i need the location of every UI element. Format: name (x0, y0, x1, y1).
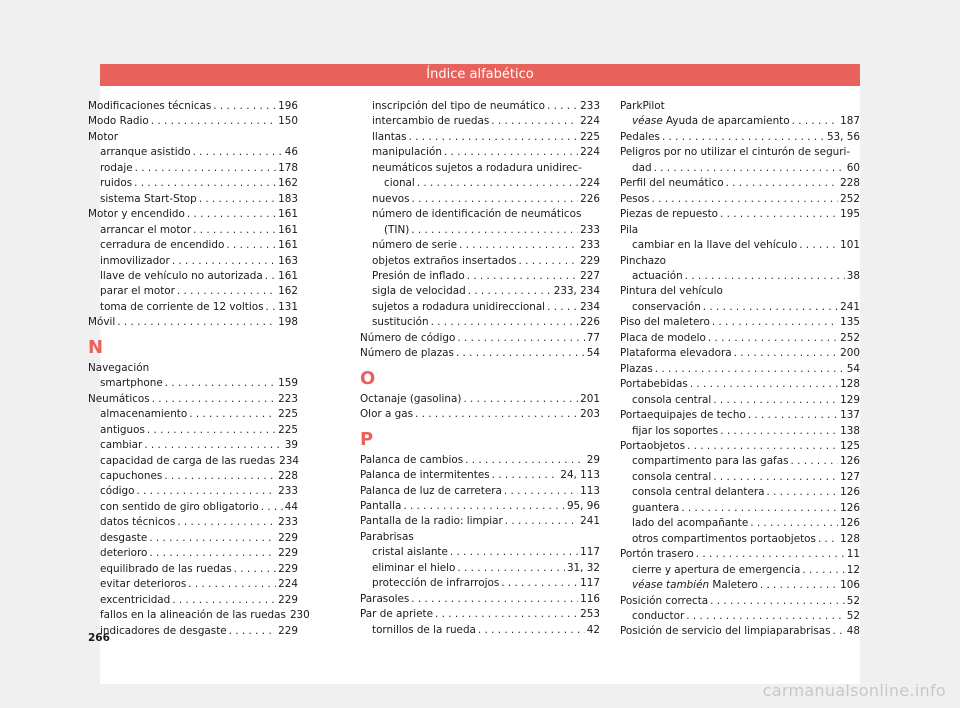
index-subentry: fallos en la alineación de las ruedas 230 (100, 609, 310, 622)
index-subentry: parar el motor . . . 162 (88, 284, 298, 299)
index-column-1 (88, 99, 310, 639)
index-subentry: datos técnicos . . . 233 (88, 515, 298, 530)
index-subentry: sujetos a rodadura unidireccional . . . 234 (360, 300, 600, 315)
index-subentry: sustitución . . . 226 (360, 315, 600, 330)
index-subentry: llave de vehículo no autorizada . . . 161 (88, 269, 298, 284)
index-heading: Parabrisas (360, 530, 414, 543)
index-see-also-reference: véase también Maletero . . . 106 (620, 578, 860, 593)
index-subentry: equilibrado de las ruedas . . . 229 (88, 562, 298, 577)
index-subentry: tornillos de la rueda . . . 42 (360, 623, 600, 638)
index-subentry: toma de corriente de 12 voltios . . . 131 (88, 300, 298, 315)
index-subentry: intercambio de ruedas . . . 224 (360, 114, 600, 129)
index-column-3 (620, 99, 860, 640)
index-see-reference: véase Ayuda de aparcamiento . . . 187 (620, 114, 860, 129)
index-entry: Piso del maletero . . . 135 (620, 315, 860, 330)
section-letter: N (88, 336, 104, 358)
index-subentry: smartphone . . . 159 (88, 376, 298, 391)
index-subentry: objetos extraños insertados . . . 229 (360, 254, 600, 269)
watermark: carmanualsonline.info (762, 681, 946, 700)
index-subentry: desgaste . . . 229 (88, 531, 298, 546)
index-entry-continuation: dad . . . 60 (620, 161, 860, 176)
section-letter: P (360, 428, 374, 450)
index-subentry-wrapped: número de identificación de neumáticos (372, 208, 582, 221)
index-heading: Pinchazo (620, 254, 666, 267)
index-subentry: número de serie . . . 233 (360, 238, 600, 253)
index-entry: Móvil . . . 198 (88, 315, 298, 330)
index-entry: Piezas de repuesto . . . 195 (620, 207, 860, 222)
index-subentry: cierre y apertura de emergencia . . . 12 (620, 563, 860, 578)
index-subentry: consola central delantera . . . 126 (620, 485, 860, 500)
index-subentry: indicadores de desgaste . . . 229 (88, 624, 298, 639)
index-subentry: sigla de velocidad . . . 233, 234 (360, 284, 600, 299)
index-subentry: cerradura de encendido . . . 161 (88, 238, 298, 253)
index-entry: Portaobjetos . . . 125 (620, 439, 860, 454)
index-subentry: cambiar en la llave del vehículo . . . 101 (620, 238, 860, 253)
index-subentry: Presión de inflado . . . 227 (360, 269, 600, 284)
index-subentry: otros compartimentos portaobjetos . . . 128 (620, 532, 860, 547)
index-entry: Plazas . . . 54 (620, 362, 860, 377)
index-entry: Parasoles . . . 116 (360, 592, 600, 607)
index-entry: Portón trasero . . . 11 (620, 547, 860, 562)
index-entry: Posición correcta . . . 52 (620, 594, 860, 609)
index-entry: Perfil del neumático . . . 228 (620, 176, 860, 191)
index-entry: Palanca de intermitentes . . . 24, 113 (360, 468, 600, 483)
index-subentry: arranque asistido . . . 46 (88, 145, 298, 160)
index-entry-wrapped: Peligros por no utilizar el cinturón de seguri- (620, 146, 851, 159)
index-subentry: sistema Start-Stop . . . 183 (88, 192, 298, 207)
index-subentry: conductor . . . 52 (620, 609, 860, 624)
index-entry: Portabebidas . . . 128 (620, 377, 860, 392)
index-entry: Palanca de cambios . . . 29 (360, 453, 600, 468)
index-entry: Portaequipajes de techo . . . 137 (620, 408, 860, 423)
index-entry: Motor y encendido . . . 161 (88, 207, 298, 222)
section-letter: O (360, 367, 376, 389)
index-subentry: nuevos . . . 226 (360, 192, 600, 207)
index-subentry-wrapped: neumáticos sujetos a rodadura unidirec- (372, 161, 582, 174)
index-heading: Pila (620, 223, 639, 236)
index-subentry: fijar los soportes . . . 138 (620, 424, 860, 439)
index-entry: Pedales . . . 53, 56 (620, 130, 860, 145)
index-subentry: eliminar el hielo . . . 31, 32 (360, 561, 600, 576)
index-entry: Neumáticos . . . 223 (88, 392, 298, 407)
index-subentry: consola central . . . 129 (620, 393, 860, 408)
index-entry: Modo Radio . . . 150 (88, 114, 298, 129)
page-number: 266 (88, 632, 110, 644)
see-also-label: véase también (632, 579, 710, 592)
index-entry: Posición de servicio del limpiaparabrisas . . . 48 (620, 624, 860, 639)
index-subentry: almacenamiento . . . 225 (88, 407, 298, 422)
index-entry: Octanaje (gasolina) . . . 201 (360, 392, 600, 407)
index-subentry: evitar deterioros . . . 224 (88, 577, 298, 592)
index-heading: ParkPilot (620, 100, 665, 112)
index-heading: Motor (88, 130, 119, 143)
index-subentry: guantera . . . 126 (620, 501, 860, 516)
index-subentry: cristal aislante . . . 117 (360, 545, 600, 560)
index-subentry: consola central . . . 127 (620, 470, 860, 485)
index-subentry: conservación . . . 241 (620, 300, 860, 315)
index-subentry: actuación . . . 38 (620, 269, 860, 284)
index-subentry: código . . . 233 (88, 484, 298, 499)
index-entry: Par de apriete . . . 253 (360, 607, 600, 622)
index-subentry-continuation: cional . . . 224 (360, 176, 600, 191)
page-title: Índice alfabético (100, 64, 860, 86)
index-entry: Número de código . . . 77 (360, 331, 600, 346)
index-subentry: con sentido de giro obligatorio . . . 44 (88, 500, 298, 515)
index-subentry: protección de infrarrojos . . . 117 (360, 576, 600, 591)
index-subentry: rodaje . . . 178 (88, 161, 298, 176)
index-subentry: arrancar el motor . . . 161 (88, 223, 298, 238)
index-subentry: capuchones . . . 228 (88, 469, 298, 484)
index-entry: Placa de modelo . . . 252 (620, 331, 860, 346)
see-label: véase (632, 115, 663, 128)
index-subentry: antiguos . . . 225 (88, 423, 298, 438)
index-column-2 (360, 99, 600, 638)
index-entry: Plataforma elevadora . . . 200 (620, 346, 860, 361)
index-entry: Olor a gas . . . 203 (360, 407, 600, 422)
index-entry: Palanca de luz de carretera . . . 113 (360, 484, 600, 499)
index-subentry: cambiar . . . 39 (88, 438, 298, 453)
index-subentry: capacidad de carga de las ruedas 234 (100, 454, 299, 467)
index-subentry: compartimento para las gafas . . . 126 (620, 454, 860, 469)
index-subentry: inmovilizador . . . 163 (88, 254, 298, 269)
index-subentry: llantas . . . 225 (360, 130, 600, 145)
index-heading: Pintura del vehículo (620, 285, 723, 298)
index-entry: Pantalla de la radio: limpiar . . . 241 (360, 514, 600, 529)
index-subentry-continuation: (TIN) . . . 233 (360, 223, 600, 238)
index-subentry: lado del acompañante . . . 126 (620, 516, 860, 531)
index-entry: Modificaciones técnicas . . . 196 (88, 99, 298, 114)
index-entry: Número de plazas . . . 54 (360, 346, 600, 361)
index-subentry: manipulación . . . 224 (360, 145, 600, 160)
index-subentry: excentricidad . . . 229 (88, 593, 298, 608)
index-entry: Pantalla . . . 95, 96 (360, 499, 600, 514)
index-subentry: deterioro . . . 229 (88, 546, 298, 561)
index-subentry: inscripción del tipo de neumático . . . 233 (360, 99, 600, 114)
index-heading: Navegación (88, 361, 150, 374)
index-entry: Pesos . . . 252 (620, 192, 860, 207)
index-subentry: ruidos . . . 162 (88, 176, 298, 191)
